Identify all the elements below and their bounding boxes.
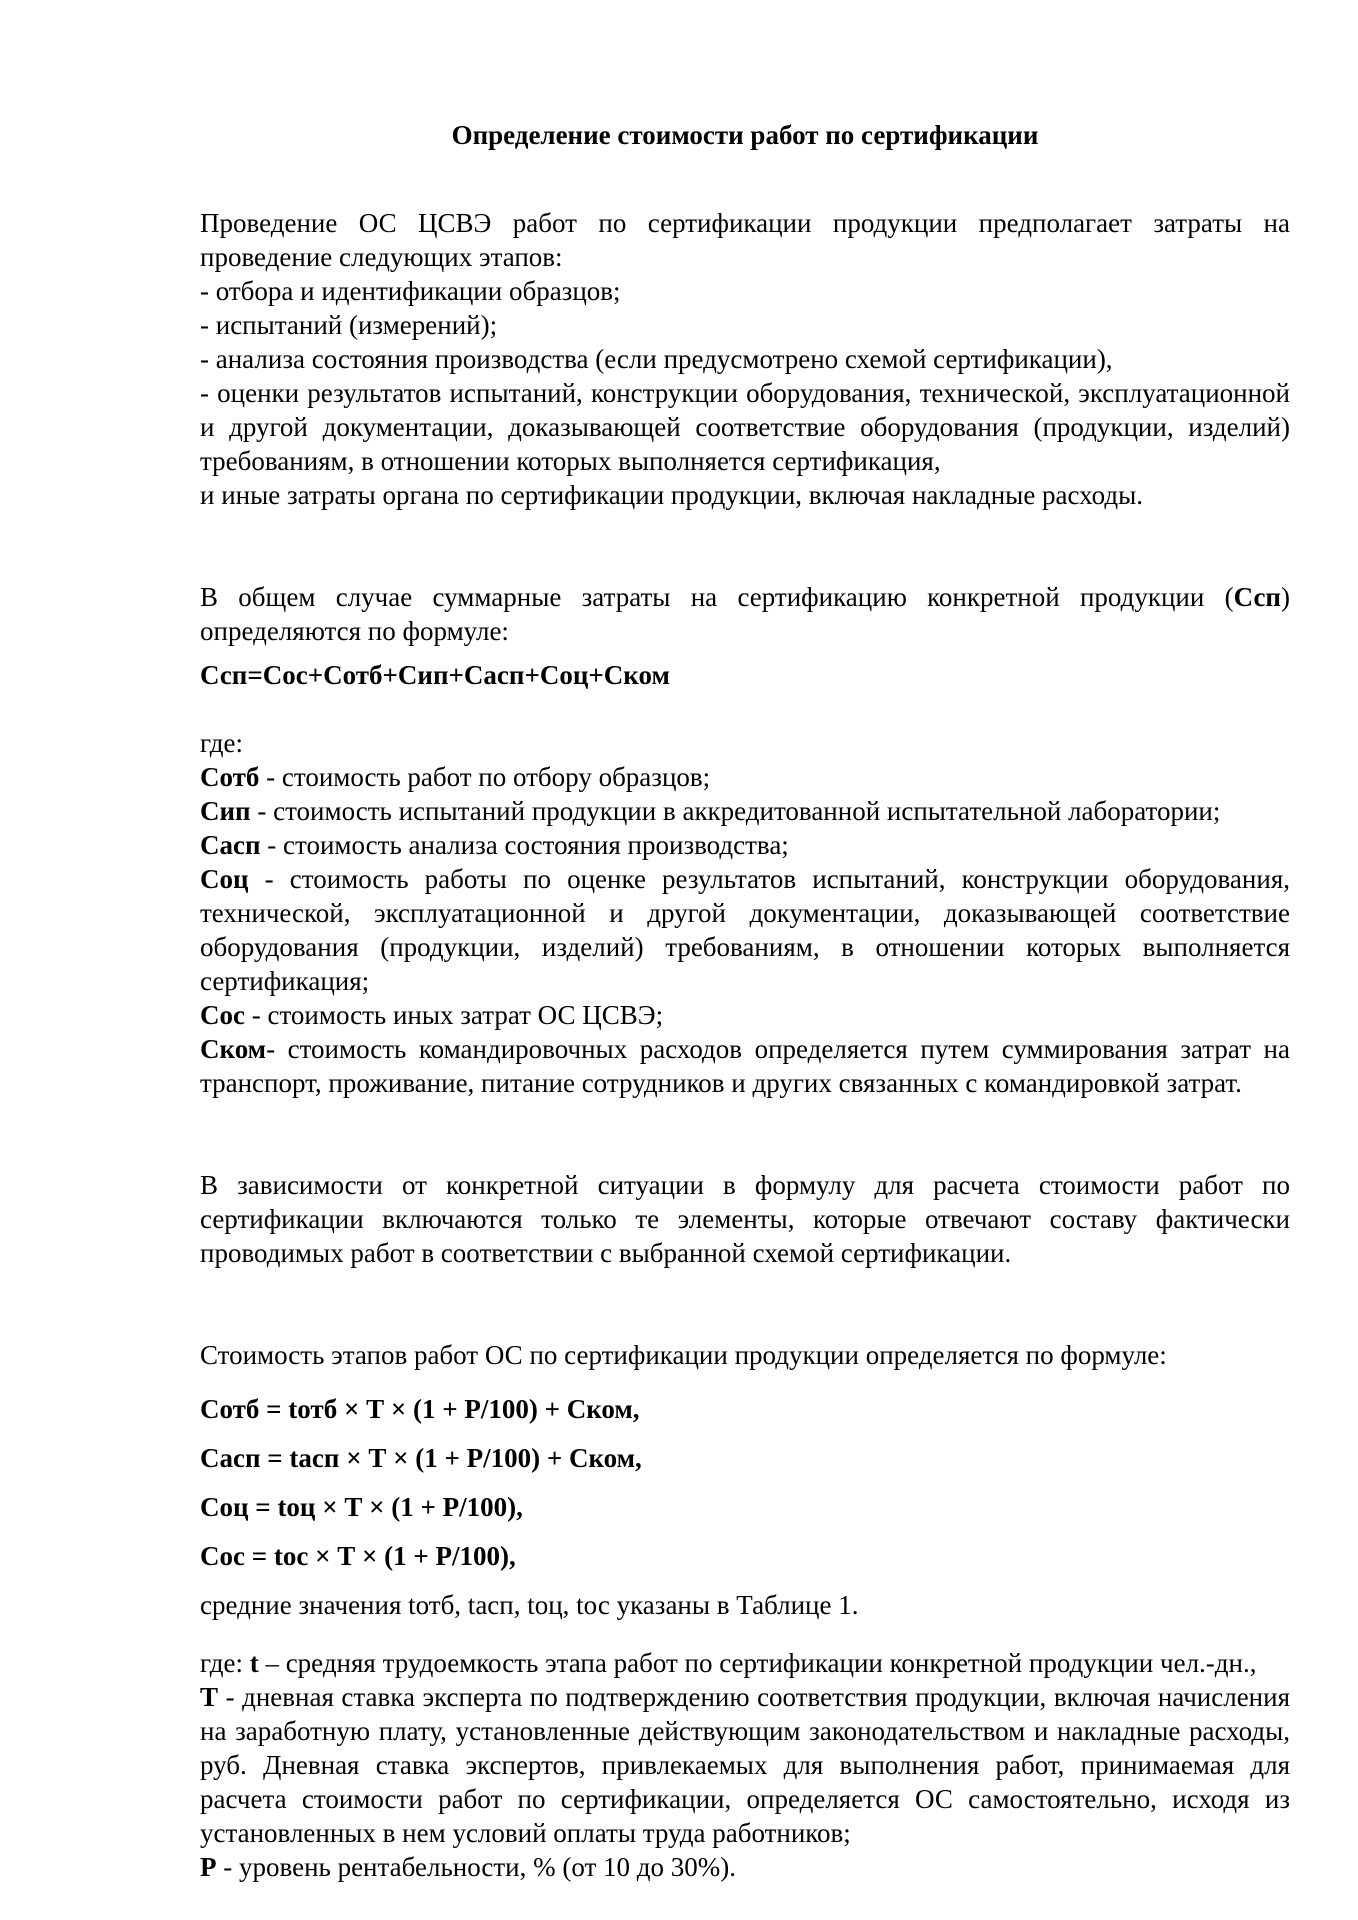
rate-definition <box>200 1680 1290 1850</box>
text-run: - стоимость работ по отбору образцов; <box>259 762 711 792</box>
text-run: В общем случае суммарные затраты на сертификацию конкретной продукции ( <box>200 582 1234 612</box>
bold-text-run: Определение стоимости работ по сертификации <box>451 120 1039 150</box>
bold-text-run: Сасп <box>200 830 261 860</box>
stage-list-item-1 <box>200 274 1290 308</box>
text-run: В зависимости от конкретной ситуации в формулу для расчета стоимости работ по сертификации включаются только те элементы, которые отвечают составу фактически проводимых работ в соответствии с выбранной схемой сертификации. <box>200 1170 1290 1268</box>
bold-text-run: Р <box>200 1852 217 1882</box>
text-run: - стоимость работы по оценке результатов испытаний, конструкции оборудования, технической, эксплуатационной и другой документации, доказывающей соответствие оборудования (продукции, изделий) требованиям, в отношении которых выполняется сертификация; <box>200 864 1290 996</box>
bold-text-run: Ссп=Сос+Сотб+Сип+Сасп+Соц+Ском <box>200 660 670 690</box>
text-run: - стоимость командировочных расходов определяется путем суммирования затрат на транспорт, проживание, питание сотрудников и других связанных с командировкой затрат. <box>200 1034 1290 1098</box>
text-run: Проведение ОС ЦСВЭ работ по сертификации продукции предполагает затраты на проведение следующих этапов: <box>200 208 1290 272</box>
profitability-definition <box>200 1850 1290 1884</box>
formula-sotb <box>200 1392 1290 1426</box>
bold-text-run: Соц = tоц × Т × (1 + Р/100), <box>200 1492 523 1522</box>
definition-sasp <box>200 828 1290 862</box>
text-run: средние значения tотб, tасп, tоц, tос указаны в Таблице 1. <box>200 1590 859 1620</box>
formula-sos <box>200 1539 1290 1573</box>
formula-total <box>200 658 1290 692</box>
text-run: - оценки результатов испытаний, конструкции оборудования, технической, эксплуатационной и другой документации, доказывающей соответствие оборудования (продукции, изделий) требованиям, в отношении которых выполняется сертификация, <box>200 378 1290 476</box>
stage-list-item-2 <box>200 308 1290 342</box>
text-run: - стоимость анализа состояния производства; <box>260 830 789 860</box>
text-run: Стоимость этапов работ ОС по сертификации продукции определяется по формуле: <box>200 1340 1167 1370</box>
definition-sos <box>200 998 1290 1032</box>
bold-text-run: Сос = tос × Т × (1 + Р/100), <box>200 1541 516 1571</box>
stage-list-item-4 <box>200 376 1290 478</box>
where-label <box>200 726 1290 760</box>
text-run: - уровень рентабельности, % (от 10 до 30%). <box>216 1852 737 1882</box>
text-run: - анализа состояния производства (если предусмотрено схемой сертификации), <box>200 344 1113 374</box>
bold-text-run: Сотб <box>200 762 260 792</box>
inclusion-note-paragraph <box>200 1168 1290 1270</box>
bold-text-run: Сасп = tасп × Т × (1 + Р/100) + Ском, <box>200 1443 642 1473</box>
document-title <box>200 118 1290 152</box>
formula-sasp <box>200 1441 1290 1475</box>
text-run: ) определяются по формуле: <box>200 582 1290 646</box>
table-reference-note <box>200 1588 1290 1622</box>
text-run: - отбора и идентификации образцов; <box>200 276 621 306</box>
definition-sotb <box>200 760 1290 794</box>
bold-text-run: t <box>249 1648 259 1678</box>
text-run: где: <box>200 1648 250 1678</box>
bold-text-run: Ском <box>200 1034 267 1064</box>
bold-text-run: Соц <box>200 864 249 894</box>
document-content <box>200 118 1290 1884</box>
bold-text-run: Ссп <box>1233 582 1281 612</box>
text-run: - дневная ставка эксперта по подтверждению соответствия продукции, включая начисления на заработную плату, установленные действующим законодательством и накладные расходы, руб. Дневная ставка экспертов, привлекаемых для выполнения работ, принимаемая для расчета стоимости работ по сертификации, определяется ОС самостоятельно, исходя из установленных в нем условий оплаты труда работников; <box>200 1682 1290 1848</box>
definition-skom <box>200 1032 1290 1100</box>
formula-sots <box>200 1490 1290 1524</box>
text-run: и иные затраты органа по сертификации продукции, включая накладные расходы. <box>200 480 1143 510</box>
text-run: где: <box>200 728 243 758</box>
text-run: - стоимость испытаний продукции в аккредитованной испытательной лаборатории; <box>250 796 1221 826</box>
definition-sots <box>200 862 1290 998</box>
definition-sip <box>200 794 1290 828</box>
stage-cost-intro <box>200 1338 1290 1372</box>
stage-list-item-5 <box>200 478 1290 512</box>
text-run: - испытаний (измерений); <box>200 310 498 340</box>
intro-paragraph <box>200 206 1290 274</box>
bold-text-run: Т <box>200 1682 219 1712</box>
bold-text-run: Сотб = tотб × Т × (1 + Р/100) + Ском, <box>200 1394 640 1424</box>
bold-text-run: Сип <box>200 796 251 826</box>
bold-text-run: Сос <box>200 1000 245 1030</box>
total-cost-paragraph <box>200 580 1290 648</box>
text-run: – средняя трудоемкость этапа работ по сертификации конкретной продукции чел.-дн., <box>258 1648 1257 1678</box>
where-t-definition <box>200 1646 1290 1680</box>
stage-list-item-3 <box>200 342 1290 376</box>
text-run: - стоимость иных затрат ОС ЦСВЭ; <box>244 1000 664 1030</box>
